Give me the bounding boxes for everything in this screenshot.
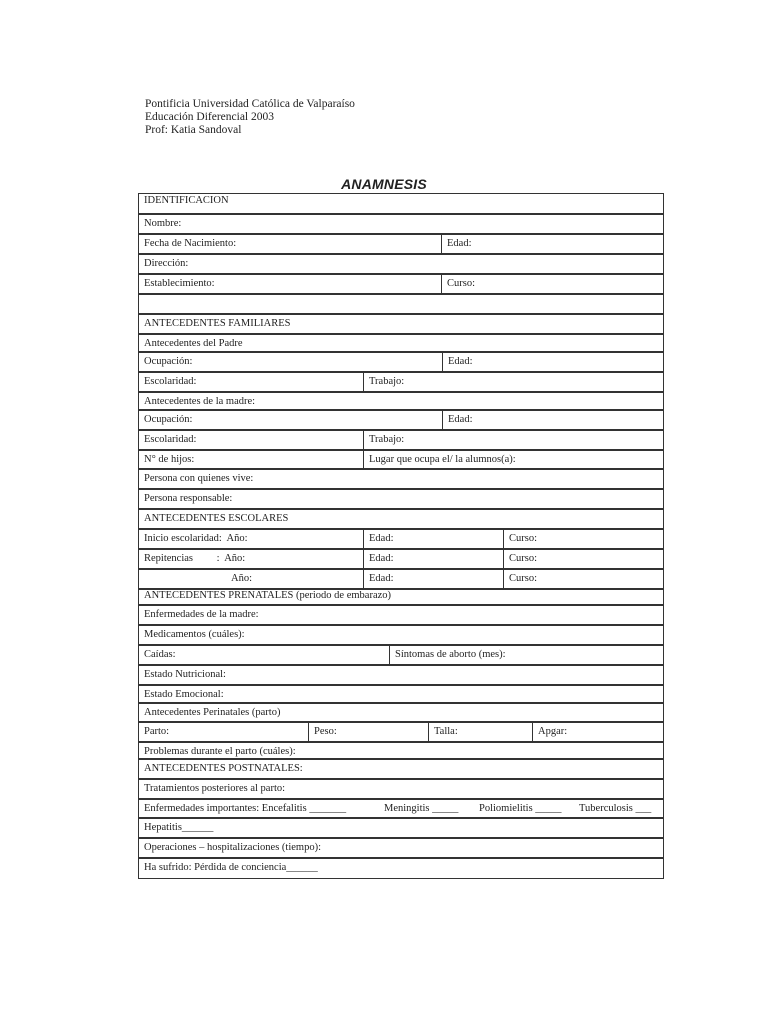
apgar-field[interactable]: Apgar: bbox=[532, 723, 663, 741]
anio-repitencia-field[interactable]: Año: bbox=[231, 573, 252, 584]
direccion-field[interactable]: Dirección: bbox=[144, 258, 189, 269]
row-ocupacion-madre bbox=[139, 411, 663, 431]
section-antecedentes-escolares bbox=[139, 510, 663, 530]
hepatitis-field[interactable]: Hepatitis______ bbox=[144, 822, 214, 833]
row-antecedentes-padre bbox=[139, 335, 663, 353]
edad-madre-field[interactable]: Edad: bbox=[442, 411, 663, 429]
program-name: Educación Diferencial 2003 bbox=[145, 111, 274, 123]
problemas-parto-field[interactable]: Problemas durante el parto (cuáles): bbox=[144, 746, 296, 757]
professor-name: Prof: Katia Sandoval bbox=[145, 124, 242, 136]
sintomas-aborto-field[interactable]: Síntomas de aborto (mes): bbox=[389, 646, 663, 664]
section-heading: ANTECEDENTES PRENATALES (periodo de embarazo) bbox=[144, 590, 392, 601]
row-escolaridad-padre bbox=[139, 373, 663, 393]
talla-field[interactable]: Talla: bbox=[428, 723, 532, 741]
edad-repitencia-2-field[interactable]: Edad: bbox=[363, 570, 503, 588]
estado-emocional-field[interactable]: Estado Emocional: bbox=[144, 689, 224, 700]
poliomielitis-field[interactable]: Poliomielitis _____ bbox=[479, 803, 562, 814]
persona-responsable-field[interactable]: Persona responsable: bbox=[144, 493, 233, 504]
row-direccion bbox=[139, 255, 663, 275]
row-antecedentes-madre bbox=[139, 393, 663, 411]
operaciones-field[interactable]: Operaciones – hospitalizaciones (tiempo): bbox=[144, 842, 321, 853]
curso-repitencia-field[interactable]: Curso: bbox=[503, 550, 663, 568]
caidas-field[interactable]: Caídas: bbox=[144, 649, 176, 660]
nombre-field[interactable]: Nombre: bbox=[144, 218, 182, 229]
edad-field[interactable]: Edad: bbox=[441, 235, 663, 253]
medicamentos-field[interactable]: Medicamentos (cuáles): bbox=[144, 629, 245, 640]
anamnesis-form bbox=[138, 193, 664, 879]
curso-repitencia-2-field[interactable]: Curso: bbox=[503, 570, 663, 588]
escolaridad-madre-field[interactable]: Escolaridad: bbox=[144, 434, 197, 445]
persona-vive-field[interactable]: Persona con quienes vive: bbox=[144, 473, 254, 484]
row-medicamentos bbox=[139, 626, 663, 646]
form-title: ANAMNESIS bbox=[341, 176, 427, 192]
row-repitencias bbox=[139, 550, 663, 570]
repitencias-field[interactable]: Repitencias : Año: bbox=[144, 553, 246, 564]
row-fecha-nacimiento bbox=[139, 235, 663, 255]
section-heading: ANTECEDENTES ESCOLARES bbox=[144, 513, 289, 524]
antecedentes-padre-label: Antecedentes del Padre bbox=[144, 338, 243, 349]
section-antecedentes-prenatales bbox=[139, 590, 663, 606]
row-escolaridad-madre bbox=[139, 431, 663, 451]
enfermedades-madre-field[interactable]: Enfermedades de la madre: bbox=[144, 609, 259, 620]
section-identificacion bbox=[139, 194, 663, 215]
ocupacion-madre-field[interactable]: Ocupación: bbox=[144, 414, 193, 425]
row-tratamientos bbox=[139, 780, 663, 800]
trabajo-padre-field[interactable]: Trabajo: bbox=[363, 373, 663, 391]
row-operaciones bbox=[139, 839, 663, 859]
row-estado-emocional bbox=[139, 686, 663, 704]
edad-repitencia-field[interactable]: Edad: bbox=[363, 550, 503, 568]
section-antecedentes-postnatales bbox=[139, 760, 663, 780]
trabajo-madre-field[interactable]: Trabajo: bbox=[363, 431, 663, 449]
fecha-nacimiento-field[interactable]: Fecha de Nacimiento: bbox=[144, 238, 237, 249]
row-enfermedades-importantes bbox=[139, 800, 663, 819]
row-antecedentes-perinatales bbox=[139, 704, 663, 723]
section-antecedentes-familiares bbox=[139, 315, 663, 335]
row-ocupacion-padre bbox=[139, 353, 663, 373]
document-header bbox=[145, 98, 355, 137]
establecimiento-field[interactable]: Establecimiento: bbox=[144, 278, 215, 289]
meningitis-field[interactable]: Meningitis _____ bbox=[384, 803, 459, 814]
row-estado-nutricional bbox=[139, 666, 663, 686]
tratamientos-field[interactable]: Tratamientos posteriores al parto: bbox=[144, 783, 286, 794]
row-enfermedades-madre bbox=[139, 606, 663, 626]
row-nombre bbox=[139, 215, 663, 235]
row-hijos bbox=[139, 451, 663, 470]
encefalitis-field[interactable]: Enfermedades importantes: Encefalitis _______ bbox=[144, 803, 347, 814]
row-parto bbox=[139, 723, 663, 743]
row-problemas-parto bbox=[139, 743, 663, 760]
row-spacer bbox=[139, 295, 663, 315]
antecedentes-madre-label: Antecedentes de la madre: bbox=[144, 396, 256, 407]
section-heading: IDENTIFICACION bbox=[144, 195, 229, 206]
perdida-conciencia-field[interactable]: Ha sufrido: Pérdida de conciencia______ bbox=[144, 862, 318, 873]
edad-inicio-field[interactable]: Edad: bbox=[363, 530, 503, 548]
escolaridad-padre-field[interactable]: Escolaridad: bbox=[144, 376, 197, 387]
section-heading: ANTECEDENTES POSTNATALES: bbox=[144, 763, 303, 774]
tuberculosis-field[interactable]: Tuberculosis ___ bbox=[579, 803, 652, 814]
institution-name: Pontificia Universidad Católica de Valparaíso bbox=[145, 98, 355, 110]
estado-nutricional-field[interactable]: Estado Nutricional: bbox=[144, 669, 226, 680]
n-hijos-field[interactable]: N° de hijos: bbox=[144, 454, 195, 465]
lugar-ocupa-field[interactable]: Lugar que ocupa el/ la alumnos(a): bbox=[363, 451, 663, 468]
row-establecimiento bbox=[139, 275, 663, 295]
parto-field[interactable]: Parto: bbox=[144, 726, 170, 737]
row-caidas bbox=[139, 646, 663, 666]
curso-field[interactable]: Curso: bbox=[441, 275, 663, 293]
edad-padre-field[interactable]: Edad: bbox=[442, 353, 663, 371]
antecedentes-perinatales-label: Antecedentes Perinatales (parto) bbox=[144, 707, 281, 718]
row-persona-responsable bbox=[139, 490, 663, 510]
row-perdida-conciencia bbox=[139, 859, 663, 879]
row-persona-vive bbox=[139, 470, 663, 490]
row-hepatitis bbox=[139, 819, 663, 839]
peso-field[interactable]: Peso: bbox=[308, 723, 428, 741]
row-inicio-escolaridad bbox=[139, 530, 663, 550]
section-heading: ANTECEDENTES FAMILIARES bbox=[144, 318, 291, 329]
curso-inicio-field[interactable]: Curso: bbox=[503, 530, 663, 548]
ocupacion-padre-field[interactable]: Ocupación: bbox=[144, 356, 193, 367]
inicio-escolaridad-field[interactable]: Inicio escolaridad: Año: bbox=[144, 533, 248, 544]
